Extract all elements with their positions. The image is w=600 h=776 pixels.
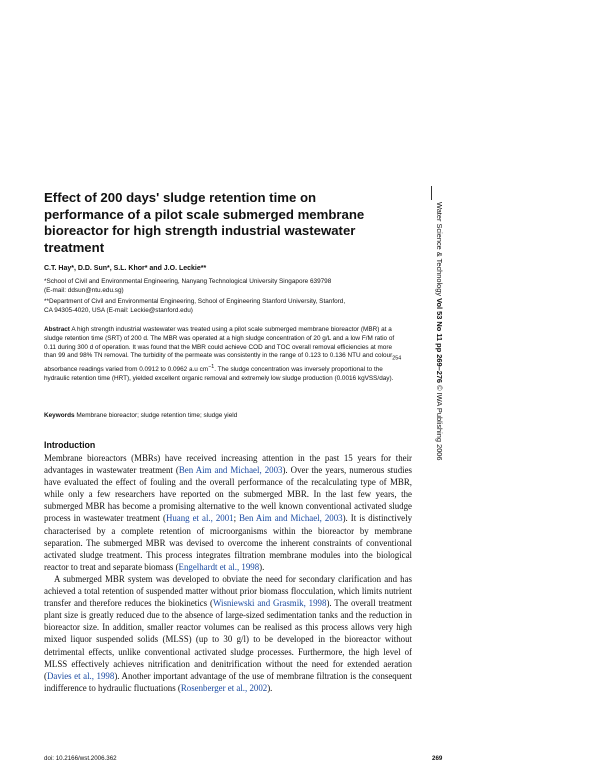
paragraph-text: ;: [233, 513, 240, 524]
citation-link[interactable]: Rosenberger et al., 2002: [180, 682, 268, 693]
citation-link[interactable]: Ben Aim and Michael, 2003: [239, 513, 343, 524]
abstract-subscript: 254: [392, 355, 402, 362]
affiliation-2-line-1: **Department of Civil and Environmental Engineering, School of Engineering Stanford University, Stanford,: [44, 298, 346, 305]
abstract-text-3: . The sludge concentration was inversely proportional to the hydraulic retention time (HRT), yielded excellent organic removal and extremely low sludge production (0.0016 kgVSS/day).: [44, 366, 394, 383]
page-number: 269: [432, 755, 443, 762]
abstract-text-1: A high strength industrial wastewater was treated using a pilot scale submerged membrane bioreactor (MBR) at a sludge retention time (SRT) of 200 d. The MBR was operated at a high sludge concentration of 20 g/L and a low F/M ratio of 0.11 during 300 d of operation. It was found that the MBR could achieve COD and TOC overall removal efficiencies at more than 99 and 98% TN removal. The turbidity of the permeate was consistently in the range of 0.123 to 0.136 NTU and colour: [44, 326, 395, 360]
intro-paragraph-1: [44, 452, 412, 573]
author-list: C.T. Hay*, D.D. Sun*, S.L. Khor* and J.O. Leckie**: [44, 265, 207, 272]
paper-title: Effect of 200 days' sludge retention time on performance of a pilot scale submerged membrane bioreactor for high strength industrial wastewater treatment: [44, 190, 365, 255]
citation-link[interactable]: Engelhardt et al., 1998: [178, 561, 260, 572]
paragraph-text: ).: [259, 561, 265, 572]
intro-paragraph-2: [44, 573, 412, 694]
citation-link[interactable]: Wisniewski and Grasmik, 1998: [212, 598, 327, 609]
keywords: [44, 412, 237, 419]
journal-side-banner: [435, 202, 444, 461]
doi: doi: 10.2166/wst.2006.362: [44, 755, 117, 762]
citation-link[interactable]: Davies et al., 1998: [46, 670, 115, 681]
affiliation-2-email: CA 94305-4020, USA (E-mail: Leckie@stanford.edu): [44, 306, 193, 314]
citation-link[interactable]: Huang et al., 2001: [165, 513, 234, 524]
keywords-text: Membrane bioreactor; sludge retention time; sludge yield: [76, 412, 238, 419]
abstract-text-2: absorbance readings varied from 0.0912 to 0.0962 a.u cm: [44, 366, 209, 374]
journal-volume: Vol 53 No 11 pp 269–276: [435, 298, 444, 384]
abstract-superscript: −1: [208, 364, 215, 371]
paragraph-text: Membrane bioreactors (MBRs) have received increasing attention in the past 15 years for their advantages in wastewater treatment (: [44, 453, 412, 476]
introduction-body: [44, 452, 412, 694]
affiliation-1-line-1: *School of Civil and Environmental Engineering, Nanyang Technological University Singapore 639798: [44, 278, 332, 285]
citation-link[interactable]: Ben Aim and Michael, 2003: [178, 465, 283, 476]
paragraph-text: A submerged MBR system was developed to obviate the need for secondary clarification and has achieved a total retention of suspended matter without prior biomass flocculation, which limits nutrient transfer and therefore reduces the biokinetics (: [44, 573, 412, 609]
paragraph-text: ). The overall treatment plant size is greatly reduced due to the absence of large-sized sedimentation tanks and the reduction in bioreactor size. In addition, smaller reactor volumes can be realised as this process allows very high mixed liquor suspended solids (MLSS) (up to 30 g/l) to be developed in the bioreactor without detrimental effects, unlike conventional activated sludge processes. Furthermore, the high level of MLSS effectively achieves nitrification and denitrification without the need for extended aeration (: [44, 598, 412, 681]
paragraph-text: ).: [267, 682, 273, 693]
paragraph-text: ). Over the years, numerous studies have evaluated the effect of fouling and the overall performance of the recalculating type of MBR, while only a few researchers have reported on the submerged MBR. In the last few years, the submerged MBR has become a promising alternative to the well known conventional activated sludge process in wastewater treatment (: [44, 465, 412, 524]
journal-publisher: © IWA Publishing 2006: [435, 383, 444, 461]
journal-side-rule: [431, 186, 432, 200]
paragraph-text: ). It is distinctively characterised by a complete retention of microorganisms within the bioreactor by membrane separation. The submerged MBR was devised to overcome the inherent constraints of conventional activated sludge treatment. This process integrates filtration membrane modules into the biological reactor to treat and separate biomass (: [44, 513, 413, 572]
affiliation-1: [44, 278, 404, 295]
journal-name: Water Science & Technology: [435, 202, 444, 299]
abstract: [44, 326, 406, 384]
paragraph-text: ). Another important advantage of the use of membrane filtration is the consequent indifference to hydraulic fluctuations (: [44, 670, 412, 693]
affiliation-1-email: (E-mail: ddsun@ntu.edu.sg): [44, 286, 124, 294]
introduction-heading: Introduction: [44, 440, 96, 450]
keywords-label: Keywords: [44, 412, 75, 419]
abstract-label: Abstract: [44, 326, 70, 333]
affiliation-2: [44, 298, 404, 315]
